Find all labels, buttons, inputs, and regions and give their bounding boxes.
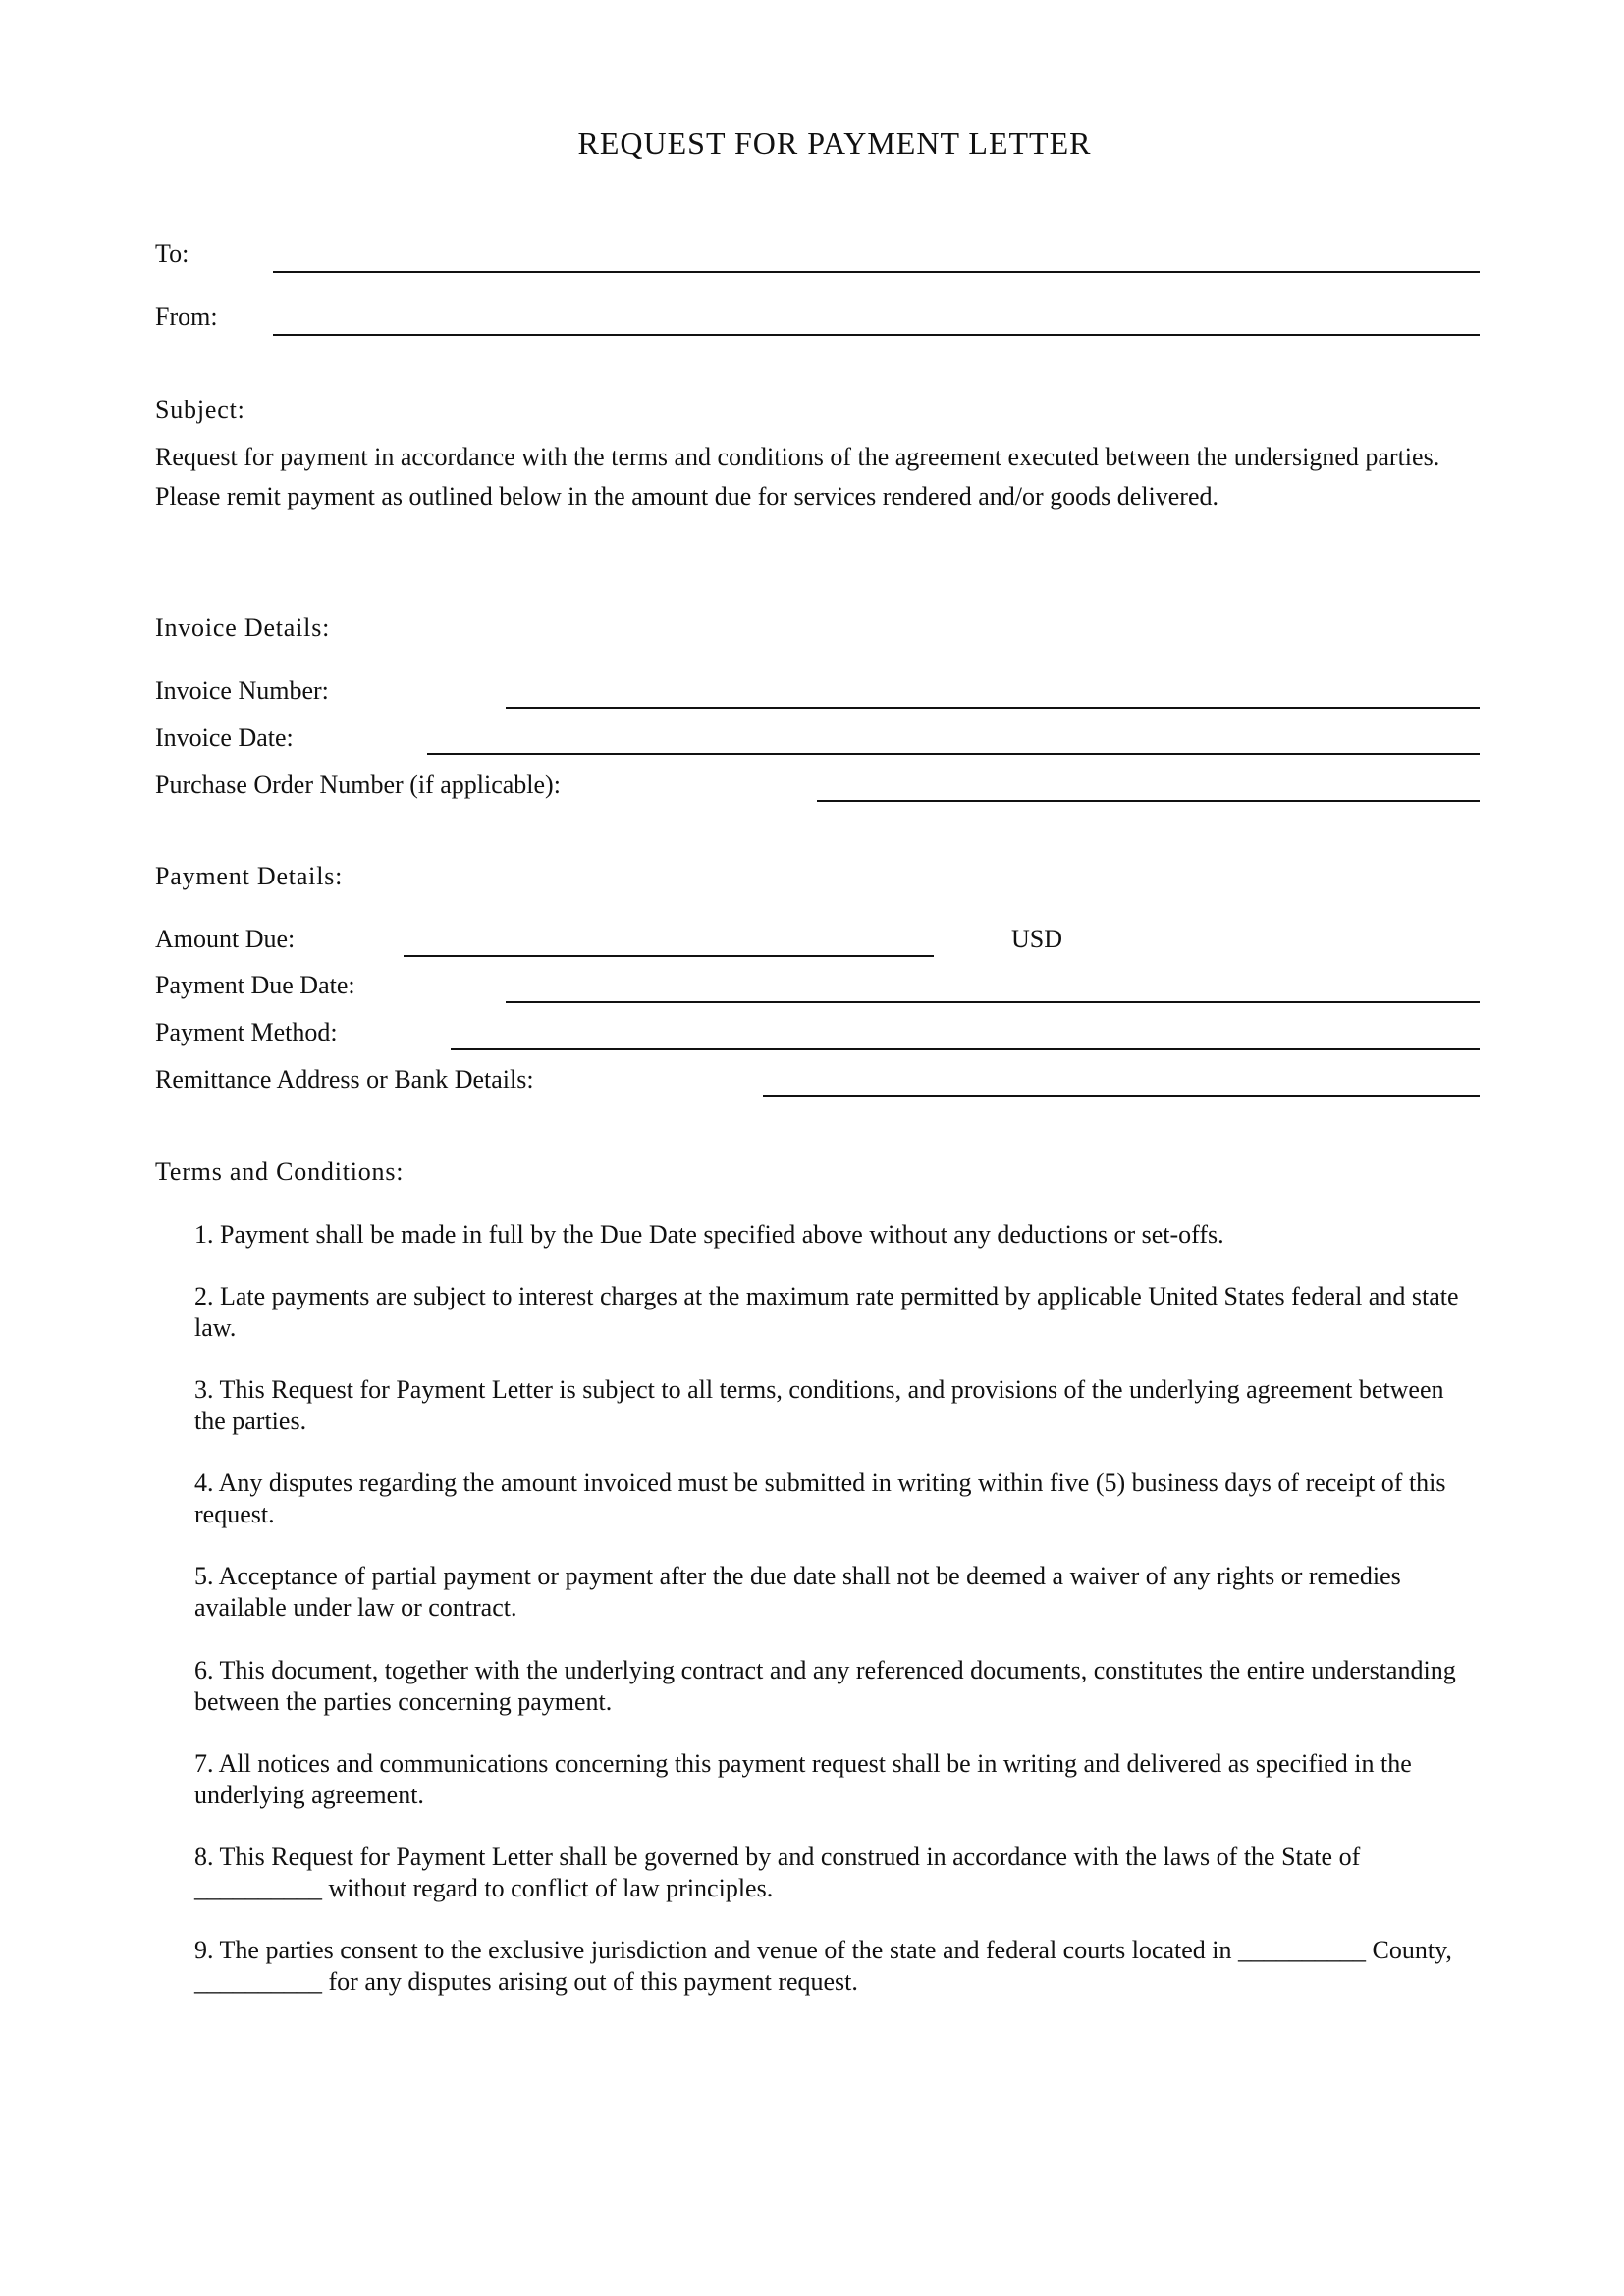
invoice-details-heading: Invoice Details: [155, 614, 331, 642]
invoice-number-field[interactable] [506, 707, 1480, 709]
invoice-date-label: Invoice Date: [155, 723, 294, 752]
invoice-number-label: Invoice Number: [155, 676, 329, 705]
terms-heading: Terms and Conditions: [155, 1157, 405, 1186]
purchase-order-label: Purchase Order Number (if applicable): [155, 771, 561, 799]
amount-due-label: Amount Due: [155, 925, 296, 953]
to-label: To: [155, 240, 189, 268]
from-field[interactable] [273, 334, 1480, 336]
document-title: REQUEST FOR PAYMENT LETTER [577, 126, 1092, 161]
term-item: 2. Late payments are subject to interest charges at the maximum rate permitted by applicable United States federal and state law. [194, 1282, 1459, 1342]
from-label: From: [155, 302, 218, 331]
purchase-order-field[interactable] [817, 800, 1480, 802]
term-item: 6. This document, together with the underlying contract and any referenced documents, constitutes the entire understanding between the parties concerning payment. [194, 1656, 1456, 1716]
remittance-label: Remittance Address or Bank Details: [155, 1065, 534, 1094]
remittance-field[interactable] [763, 1095, 1480, 1097]
term-item: 4. Any disputes regarding the amount invoiced must be submitted in writing within five (5) business days of receipt of this request. [194, 1468, 1446, 1528]
payment-method-field[interactable] [451, 1048, 1480, 1050]
term-item: 9. The parties consent to the exclusive jurisdiction and venue of the state and federal courts located in __________ County, __________ for any disputes arising out of this payment request. [194, 1936, 1452, 1996]
payment-details-heading: Payment Details: [155, 862, 344, 890]
term-item: 7. All notices and communications concerning this payment request shall be in writing and delivered as specified in the underlying agreement. [194, 1749, 1412, 1809]
term-item: 8. This Request for Payment Letter shall be governed by and construed in accordance with the laws of the State of __________ without regard to conflict of law principles. [194, 1842, 1361, 1902]
payment-due-date-label: Payment Due Date: [155, 971, 355, 999]
payment-method-label: Payment Method: [155, 1018, 338, 1046]
term-item: 3. This Request for Payment Letter is subject to all terms, conditions, and provisions of the underlying agreement between the parties. [194, 1375, 1444, 1435]
currency-label: USD [1011, 925, 1063, 953]
amount-due-field[interactable] [404, 955, 934, 957]
term-item: 5. Acceptance of partial payment or payment after the due date shall not be deemed a waiver of any rights or remedies available under law or contract. [194, 1562, 1401, 1622]
payment-due-date-field[interactable] [506, 1001, 1480, 1003]
term-item: 1. Payment shall be made in full by the Due Date specified above without any deductions or set-offs. [194, 1220, 1224, 1249]
invoice-date-field[interactable] [427, 753, 1480, 755]
subject-body: Request for payment in accordance with the terms and conditions of the agreement executed between the undersigned parties. Please remit payment as outlined below in the amount due for services rendered and/or goods delivered. [155, 443, 1440, 510]
subject-heading: Subject: [155, 396, 245, 424]
to-field[interactable] [273, 271, 1480, 273]
